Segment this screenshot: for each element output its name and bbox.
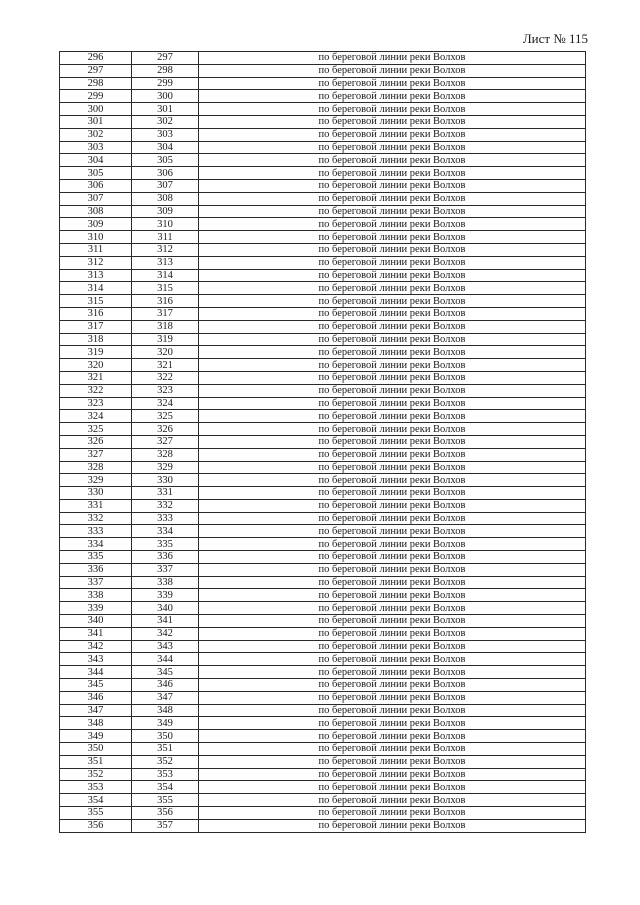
to-point-cell: 328 [132, 448, 199, 461]
to-point-cell: 355 [132, 794, 199, 807]
to-point-cell: 330 [132, 474, 199, 487]
from-point-cell: 329 [60, 474, 132, 487]
to-point-cell: 345 [132, 666, 199, 679]
from-point-cell: 302 [60, 128, 132, 141]
from-point-cell: 349 [60, 730, 132, 743]
table-row [60, 679, 586, 692]
boundary-segments-table [59, 51, 586, 833]
to-point-cell: 341 [132, 615, 199, 628]
to-point-cell: 303 [132, 128, 199, 141]
boundary-description-cell: по береговой линии реки Волхов [199, 243, 586, 256]
boundary-description-cell: по береговой линии реки Волхов [199, 499, 586, 512]
boundary-description-cell: по береговой линии реки Волхов [199, 192, 586, 205]
from-point-cell: 334 [60, 538, 132, 551]
to-point-cell: 342 [132, 627, 199, 640]
table-row [60, 295, 586, 308]
table-row [60, 371, 586, 384]
boundary-description-cell: по береговой линии реки Волхов [199, 115, 586, 128]
table-row [60, 64, 586, 77]
to-point-cell: 349 [132, 717, 199, 730]
to-point-cell: 300 [132, 90, 199, 103]
from-point-cell: 319 [60, 346, 132, 359]
to-point-cell: 324 [132, 397, 199, 410]
boundary-description-cell: по береговой линии реки Волхов [199, 512, 586, 525]
boundary-description-cell: по береговой линии реки Волхов [199, 653, 586, 666]
boundary-description-cell: по береговой линии реки Волхов [199, 103, 586, 116]
boundary-description-cell: по береговой линии реки Волхов [199, 435, 586, 448]
from-point-cell: 308 [60, 205, 132, 218]
from-point-cell: 312 [60, 256, 132, 269]
from-point-cell: 344 [60, 666, 132, 679]
table-body [60, 52, 586, 833]
table-row [60, 256, 586, 269]
to-point-cell: 299 [132, 77, 199, 90]
from-point-cell: 330 [60, 487, 132, 500]
table-row [60, 768, 586, 781]
to-point-cell: 321 [132, 359, 199, 372]
to-point-cell: 301 [132, 103, 199, 116]
from-point-cell: 331 [60, 499, 132, 512]
to-point-cell: 354 [132, 781, 199, 794]
table-row [60, 691, 586, 704]
boundary-description-cell: по береговой линии реки Волхов [199, 77, 586, 90]
from-point-cell: 297 [60, 64, 132, 77]
boundary-description-cell: по береговой линии реки Волхов [199, 397, 586, 410]
table-row [60, 231, 586, 244]
boundary-description-cell: по береговой линии реки Волхов [199, 602, 586, 615]
to-point-cell: 316 [132, 295, 199, 308]
to-point-cell: 313 [132, 256, 199, 269]
boundary-description-cell: по береговой линии реки Волхов [199, 743, 586, 756]
from-point-cell: 315 [60, 295, 132, 308]
from-point-cell: 338 [60, 589, 132, 602]
to-point-cell: 304 [132, 141, 199, 154]
from-point-cell: 322 [60, 384, 132, 397]
from-point-cell: 354 [60, 794, 132, 807]
boundary-description-cell: по береговой линии реки Волхов [199, 704, 586, 717]
boundary-description-cell: по береговой линии реки Волхов [199, 333, 586, 346]
boundary-description-cell: по береговой линии реки Волхов [199, 730, 586, 743]
from-point-cell: 305 [60, 167, 132, 180]
table-row [60, 743, 586, 756]
table-row [60, 218, 586, 231]
table-row [60, 115, 586, 128]
table-row [60, 551, 586, 564]
from-point-cell: 323 [60, 397, 132, 410]
table-row [60, 512, 586, 525]
boundary-description-cell: по береговой линии реки Волхов [199, 167, 586, 180]
table-row [60, 615, 586, 628]
from-point-cell: 327 [60, 448, 132, 461]
table-row [60, 755, 586, 768]
table-row [60, 205, 586, 218]
table-row [60, 487, 586, 500]
table-row [60, 807, 586, 820]
boundary-description-cell: по береговой линии реки Волхов [199, 640, 586, 653]
table-row [60, 320, 586, 333]
from-point-cell: 317 [60, 320, 132, 333]
to-point-cell: 315 [132, 282, 199, 295]
boundary-description-cell: по береговой линии реки Волхов [199, 52, 586, 65]
boundary-description-cell: по береговой линии реки Волхов [199, 128, 586, 141]
boundary-description-cell: по береговой линии реки Волхов [199, 461, 586, 474]
to-point-cell: 347 [132, 691, 199, 704]
table-row [60, 243, 586, 256]
from-point-cell: 342 [60, 640, 132, 653]
to-point-cell: 319 [132, 333, 199, 346]
boundary-description-cell: по береговой линии реки Волхов [199, 384, 586, 397]
from-point-cell: 343 [60, 653, 132, 666]
to-point-cell: 337 [132, 563, 199, 576]
to-point-cell: 298 [132, 64, 199, 77]
to-point-cell: 308 [132, 192, 199, 205]
boundary-description-cell: по береговой линии реки Волхов [199, 282, 586, 295]
to-point-cell: 326 [132, 423, 199, 436]
to-point-cell: 348 [132, 704, 199, 717]
boundary-description-cell: по береговой линии реки Волхов [199, 371, 586, 384]
to-point-cell: 327 [132, 435, 199, 448]
from-point-cell: 340 [60, 615, 132, 628]
table-row [60, 167, 586, 180]
table-row [60, 333, 586, 346]
table-row [60, 435, 586, 448]
to-point-cell: 307 [132, 179, 199, 192]
to-point-cell: 323 [132, 384, 199, 397]
boundary-description-cell: по береговой линии реки Волхов [199, 487, 586, 500]
to-point-cell: 309 [132, 205, 199, 218]
from-point-cell: 316 [60, 307, 132, 320]
table-row [60, 602, 586, 615]
boundary-description-cell: по береговой линии реки Волхов [199, 295, 586, 308]
table-row [60, 384, 586, 397]
table-row [60, 538, 586, 551]
to-point-cell: 320 [132, 346, 199, 359]
to-point-cell: 306 [132, 167, 199, 180]
to-point-cell: 340 [132, 602, 199, 615]
to-point-cell: 357 [132, 819, 199, 832]
boundary-description-cell: по береговой линии реки Волхов [199, 679, 586, 692]
table-row [60, 576, 586, 589]
to-point-cell: 317 [132, 307, 199, 320]
from-point-cell: 307 [60, 192, 132, 205]
boundary-description-cell: по береговой линии реки Волхов [199, 807, 586, 820]
from-point-cell: 320 [60, 359, 132, 372]
from-point-cell: 335 [60, 551, 132, 564]
to-point-cell: 339 [132, 589, 199, 602]
table-row [60, 141, 586, 154]
table-row [60, 359, 586, 372]
boundary-description-cell: по береговой линии реки Волхов [199, 218, 586, 231]
table-row [60, 448, 586, 461]
from-point-cell: 313 [60, 269, 132, 282]
boundary-description-cell: по береговой линии реки Волхов [199, 231, 586, 244]
boundary-description-cell: по береговой линии реки Волхов [199, 691, 586, 704]
from-point-cell: 332 [60, 512, 132, 525]
from-point-cell: 301 [60, 115, 132, 128]
table-row [60, 192, 586, 205]
table-row [60, 640, 586, 653]
to-point-cell: 350 [132, 730, 199, 743]
from-point-cell: 355 [60, 807, 132, 820]
table-row [60, 525, 586, 538]
table-row [60, 589, 586, 602]
to-point-cell: 310 [132, 218, 199, 231]
from-point-cell: 356 [60, 819, 132, 832]
from-point-cell: 298 [60, 77, 132, 90]
table-row [60, 397, 586, 410]
from-point-cell: 306 [60, 179, 132, 192]
table-row [60, 423, 586, 436]
to-point-cell: 343 [132, 640, 199, 653]
to-point-cell: 334 [132, 525, 199, 538]
table-row [60, 563, 586, 576]
boundary-description-cell: по береговой линии реки Волхов [199, 320, 586, 333]
from-point-cell: 309 [60, 218, 132, 231]
from-point-cell: 333 [60, 525, 132, 538]
from-point-cell: 325 [60, 423, 132, 436]
table-row [60, 730, 586, 743]
from-point-cell: 347 [60, 704, 132, 717]
from-point-cell: 324 [60, 410, 132, 423]
boundary-description-cell: по береговой линии реки Волхов [199, 346, 586, 359]
table-row [60, 474, 586, 487]
to-point-cell: 329 [132, 461, 199, 474]
table-row [60, 128, 586, 141]
to-point-cell: 331 [132, 487, 199, 500]
from-point-cell: 296 [60, 52, 132, 65]
boundary-description-cell: по береговой линии реки Волхов [199, 819, 586, 832]
table-row [60, 346, 586, 359]
from-point-cell: 328 [60, 461, 132, 474]
to-point-cell: 312 [132, 243, 199, 256]
from-point-cell: 348 [60, 717, 132, 730]
from-point-cell: 339 [60, 602, 132, 615]
table-row [60, 52, 586, 65]
table-row [60, 627, 586, 640]
to-point-cell: 344 [132, 653, 199, 666]
boundary-description-cell: по береговой линии реки Волхов [199, 269, 586, 282]
boundary-description-cell: по береговой линии реки Волхов [199, 307, 586, 320]
from-point-cell: 346 [60, 691, 132, 704]
boundary-description-cell: по береговой линии реки Волхов [199, 474, 586, 487]
from-point-cell: 300 [60, 103, 132, 116]
to-point-cell: 318 [132, 320, 199, 333]
boundary-description-cell: по береговой линии реки Волхов [199, 589, 586, 602]
to-point-cell: 305 [132, 154, 199, 167]
boundary-description-cell: по береговой линии реки Волхов [199, 525, 586, 538]
to-point-cell: 333 [132, 512, 199, 525]
boundary-description-cell: по береговой линии реки Волхов [199, 90, 586, 103]
from-point-cell: 351 [60, 755, 132, 768]
boundary-description-cell: по береговой линии реки Волхов [199, 538, 586, 551]
boundary-description-cell: по береговой линии реки Волхов [199, 448, 586, 461]
boundary-description-cell: по береговой линии реки Волхов [199, 666, 586, 679]
boundary-description-cell: по береговой линии реки Волхов [199, 551, 586, 564]
from-point-cell: 337 [60, 576, 132, 589]
boundary-description-cell: по береговой линии реки Волхов [199, 768, 586, 781]
table-row [60, 499, 586, 512]
table-row [60, 154, 586, 167]
to-point-cell: 351 [132, 743, 199, 756]
from-point-cell: 345 [60, 679, 132, 692]
to-point-cell: 314 [132, 269, 199, 282]
boundary-description-cell: по береговой линии реки Волхов [199, 205, 586, 218]
boundary-description-cell: по береговой линии реки Волхов [199, 64, 586, 77]
table-row [60, 179, 586, 192]
from-point-cell: 303 [60, 141, 132, 154]
from-point-cell: 299 [60, 90, 132, 103]
table-row [60, 90, 586, 103]
to-point-cell: 332 [132, 499, 199, 512]
boundary-description-cell: по береговой линии реки Волхов [199, 359, 586, 372]
from-point-cell: 304 [60, 154, 132, 167]
from-point-cell: 310 [60, 231, 132, 244]
table-row [60, 461, 586, 474]
boundary-description-cell: по береговой линии реки Волхов [199, 576, 586, 589]
boundary-description-cell: по береговой линии реки Волхов [199, 615, 586, 628]
boundary-description-cell: по береговой линии реки Волхов [199, 563, 586, 576]
table-row [60, 103, 586, 116]
table-row [60, 269, 586, 282]
to-point-cell: 353 [132, 768, 199, 781]
boundary-description-cell: по береговой линии реки Волхов [199, 410, 586, 423]
boundary-description-cell: по береговой линии реки Волхов [199, 256, 586, 269]
to-point-cell: 346 [132, 679, 199, 692]
from-point-cell: 321 [60, 371, 132, 384]
table-row [60, 781, 586, 794]
to-point-cell: 322 [132, 371, 199, 384]
to-point-cell: 338 [132, 576, 199, 589]
from-point-cell: 353 [60, 781, 132, 794]
to-point-cell: 297 [132, 52, 199, 65]
boundary-description-cell: по береговой линии реки Волхов [199, 627, 586, 640]
table-row [60, 282, 586, 295]
to-point-cell: 325 [132, 410, 199, 423]
table-row [60, 717, 586, 730]
from-point-cell: 336 [60, 563, 132, 576]
to-point-cell: 336 [132, 551, 199, 564]
boundary-description-cell: по береговой линии реки Волхов [199, 794, 586, 807]
table-row [60, 307, 586, 320]
table-row [60, 653, 586, 666]
sheet-number-label: Лист № 115 [522, 31, 588, 46]
boundary-description-cell: по береговой линии реки Волхов [199, 781, 586, 794]
to-point-cell: 356 [132, 807, 199, 820]
to-point-cell: 311 [132, 231, 199, 244]
boundary-description-cell: по береговой линии реки Волхов [199, 179, 586, 192]
to-point-cell: 335 [132, 538, 199, 551]
boundary-description-cell: по береговой линии реки Волхов [199, 755, 586, 768]
to-point-cell: 352 [132, 755, 199, 768]
from-point-cell: 326 [60, 435, 132, 448]
boundary-description-cell: по береговой линии реки Волхов [199, 717, 586, 730]
table-row [60, 77, 586, 90]
from-point-cell: 311 [60, 243, 132, 256]
table-row [60, 819, 586, 832]
table-row [60, 794, 586, 807]
table-row [60, 410, 586, 423]
boundary-description-cell: по береговой линии реки Волхов [199, 141, 586, 154]
table-row [60, 704, 586, 717]
table-row [60, 666, 586, 679]
from-point-cell: 314 [60, 282, 132, 295]
boundary-description-cell: по береговой линии реки Волхов [199, 423, 586, 436]
from-point-cell: 341 [60, 627, 132, 640]
from-point-cell: 350 [60, 743, 132, 756]
to-point-cell: 302 [132, 115, 199, 128]
from-point-cell: 352 [60, 768, 132, 781]
from-point-cell: 318 [60, 333, 132, 346]
boundary-description-cell: по береговой линии реки Волхов [199, 154, 586, 167]
